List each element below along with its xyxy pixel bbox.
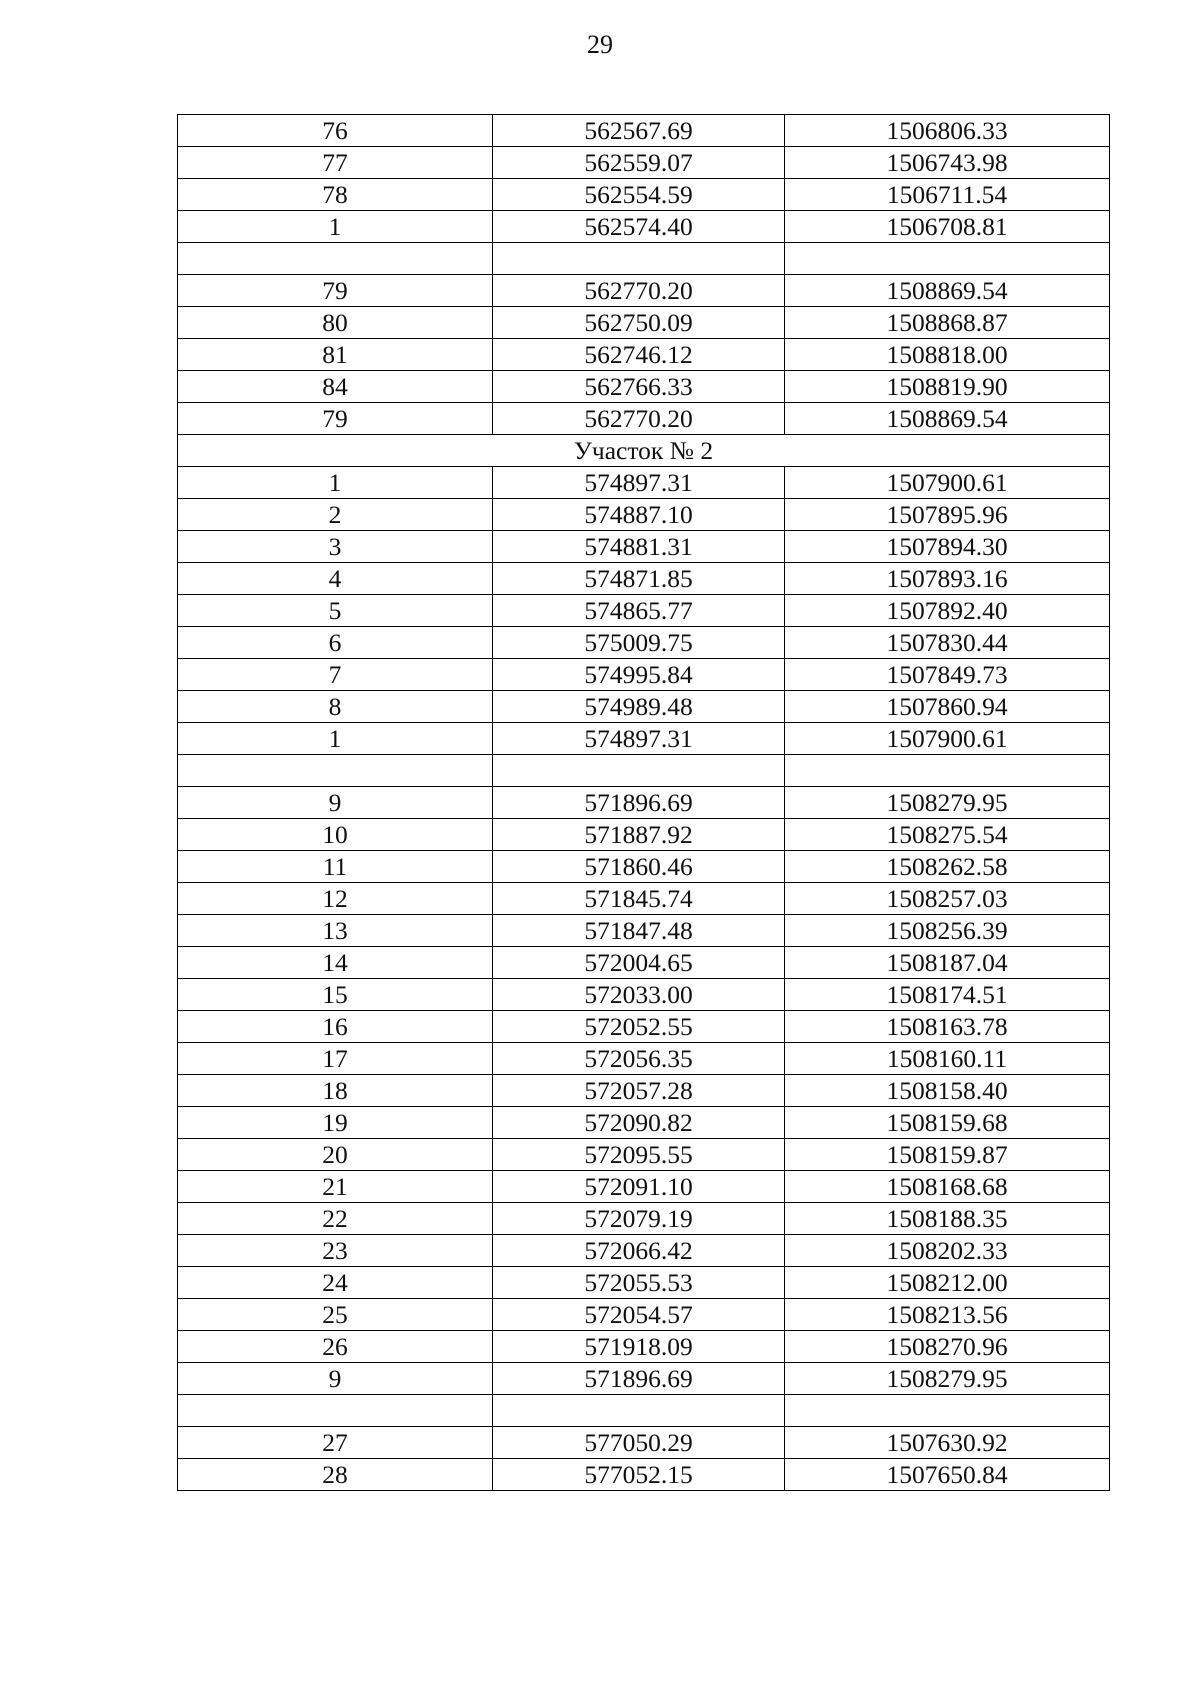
x-coordinate-cell: 571845.74 — [493, 883, 785, 915]
blank-separator-row — [178, 243, 1110, 275]
point-number-cell: 14 — [178, 947, 493, 979]
point-number-cell: 76 — [178, 115, 493, 147]
table-row — [178, 1203, 1110, 1235]
point-number-cell: 6 — [178, 627, 493, 659]
y-coordinate-cell — [785, 1395, 1110, 1427]
point-number-cell: 16 — [178, 1011, 493, 1043]
x-coordinate-cell: 572056.35 — [493, 1043, 785, 1075]
point-number-cell: 79 — [178, 403, 493, 435]
x-coordinate-cell: 562567.69 — [493, 115, 785, 147]
y-coordinate-cell: 1508819.90 — [785, 371, 1110, 403]
y-coordinate-cell: 1506711.54 — [785, 179, 1110, 211]
y-coordinate-cell: 1508160.11 — [785, 1043, 1110, 1075]
table-row — [178, 1331, 1110, 1363]
table-row — [178, 1459, 1110, 1491]
point-number-cell: 26 — [178, 1331, 493, 1363]
table-row — [178, 627, 1110, 659]
y-coordinate-cell: 1508275.54 — [785, 819, 1110, 851]
table-row — [178, 147, 1110, 179]
point-number-cell: 7 — [178, 659, 493, 691]
table-row — [178, 1107, 1110, 1139]
x-coordinate-cell: 562554.59 — [493, 179, 785, 211]
y-coordinate-cell — [785, 755, 1110, 787]
x-coordinate-cell: 577052.15 — [493, 1459, 785, 1491]
x-coordinate-cell: 562559.07 — [493, 147, 785, 179]
table-row — [178, 819, 1110, 851]
y-coordinate-cell: 1508262.58 — [785, 851, 1110, 883]
x-coordinate-cell: 572079.19 — [493, 1203, 785, 1235]
table-row — [178, 1171, 1110, 1203]
y-coordinate-cell: 1508279.95 — [785, 1363, 1110, 1395]
x-coordinate-cell: 572091.10 — [493, 1171, 785, 1203]
x-coordinate-cell: 562750.09 — [493, 307, 785, 339]
y-coordinate-cell: 1508279.95 — [785, 787, 1110, 819]
point-number-cell: 24 — [178, 1267, 493, 1299]
point-number-cell: 27 — [178, 1427, 493, 1459]
point-number-cell: 2 — [178, 499, 493, 531]
y-coordinate-cell: 1508270.96 — [785, 1331, 1110, 1363]
y-coordinate-cell: 1508213.56 — [785, 1299, 1110, 1331]
point-number-cell — [178, 243, 493, 275]
y-coordinate-cell: 1508818.00 — [785, 339, 1110, 371]
point-number-cell: 25 — [178, 1299, 493, 1331]
x-coordinate-cell: 572054.57 — [493, 1299, 785, 1331]
y-coordinate-cell: 1508202.33 — [785, 1235, 1110, 1267]
point-number-cell: 79 — [178, 275, 493, 307]
y-coordinate-cell: 1508212.00 — [785, 1267, 1110, 1299]
x-coordinate-cell: 574887.10 — [493, 499, 785, 531]
x-coordinate-cell: 572057.28 — [493, 1075, 785, 1107]
y-coordinate-cell: 1507860.94 — [785, 691, 1110, 723]
table-row — [178, 1075, 1110, 1107]
y-coordinate-cell: 1507830.44 — [785, 627, 1110, 659]
y-coordinate-cell: 1508174.51 — [785, 979, 1110, 1011]
y-coordinate-cell: 1506806.33 — [785, 115, 1110, 147]
table-row — [178, 1299, 1110, 1331]
point-number-cell: 17 — [178, 1043, 493, 1075]
y-coordinate-cell: 1507630.92 — [785, 1427, 1110, 1459]
x-coordinate-cell: 574897.31 — [493, 723, 785, 755]
x-coordinate-cell: 571896.69 — [493, 787, 785, 819]
table-row — [178, 531, 1110, 563]
point-number-cell: 23 — [178, 1235, 493, 1267]
coordinates-table — [177, 114, 1110, 1491]
table-row — [178, 275, 1110, 307]
table-row — [178, 371, 1110, 403]
point-number-cell: 80 — [178, 307, 493, 339]
y-coordinate-cell: 1508257.03 — [785, 883, 1110, 915]
table-row — [178, 851, 1110, 883]
x-coordinate-cell — [493, 755, 785, 787]
table-row — [178, 339, 1110, 371]
x-coordinate-cell: 572055.53 — [493, 1267, 785, 1299]
y-coordinate-cell: 1506708.81 — [785, 211, 1110, 243]
x-coordinate-cell: 574989.48 — [493, 691, 785, 723]
y-coordinate-cell: 1508159.68 — [785, 1107, 1110, 1139]
x-coordinate-cell: 572090.82 — [493, 1107, 785, 1139]
coordinates-table-body — [178, 115, 1110, 1491]
point-number-cell: 8 — [178, 691, 493, 723]
table-row — [178, 723, 1110, 755]
table-row — [178, 1363, 1110, 1395]
y-coordinate-cell: 1508256.39 — [785, 915, 1110, 947]
x-coordinate-cell: 571860.46 — [493, 851, 785, 883]
x-coordinate-cell: 572095.55 — [493, 1139, 785, 1171]
x-coordinate-cell: 574865.77 — [493, 595, 785, 627]
y-coordinate-cell: 1507895.96 — [785, 499, 1110, 531]
x-coordinate-cell: 562766.33 — [493, 371, 785, 403]
point-number-cell: 81 — [178, 339, 493, 371]
point-number-cell: 22 — [178, 1203, 493, 1235]
table-row — [178, 1043, 1110, 1075]
table-row — [178, 307, 1110, 339]
point-number-cell: 84 — [178, 371, 493, 403]
blank-separator-row — [178, 1395, 1110, 1427]
y-coordinate-cell — [785, 243, 1110, 275]
x-coordinate-cell: 571847.48 — [493, 915, 785, 947]
point-number-cell: 1 — [178, 211, 493, 243]
x-coordinate-cell: 572033.00 — [493, 979, 785, 1011]
x-coordinate-cell: 572052.55 — [493, 1011, 785, 1043]
x-coordinate-cell — [493, 243, 785, 275]
table-row — [178, 979, 1110, 1011]
x-coordinate-cell: 574881.31 — [493, 531, 785, 563]
point-number-cell: 20 — [178, 1139, 493, 1171]
x-coordinate-cell: 574871.85 — [493, 563, 785, 595]
table-row — [178, 1235, 1110, 1267]
table-row — [178, 467, 1110, 499]
y-coordinate-cell: 1508168.68 — [785, 1171, 1110, 1203]
table-row — [178, 595, 1110, 627]
y-coordinate-cell: 1507650.84 — [785, 1459, 1110, 1491]
table-row — [178, 563, 1110, 595]
point-number-cell: 13 — [178, 915, 493, 947]
y-coordinate-cell: 1508187.04 — [785, 947, 1110, 979]
y-coordinate-cell: 1508158.40 — [785, 1075, 1110, 1107]
point-number-cell: 11 — [178, 851, 493, 883]
y-coordinate-cell: 1508188.35 — [785, 1203, 1110, 1235]
point-number-cell: 5 — [178, 595, 493, 627]
blank-separator-row — [178, 755, 1110, 787]
point-number-cell: 15 — [178, 979, 493, 1011]
table-row — [178, 403, 1110, 435]
point-number-cell: 19 — [178, 1107, 493, 1139]
y-coordinate-cell: 1507900.61 — [785, 723, 1110, 755]
x-coordinate-cell: 562770.20 — [493, 275, 785, 307]
x-coordinate-cell: 575009.75 — [493, 627, 785, 659]
y-coordinate-cell: 1507849.73 — [785, 659, 1110, 691]
point-number-cell: 21 — [178, 1171, 493, 1203]
x-coordinate-cell: 562574.40 — [493, 211, 785, 243]
table-row — [178, 1139, 1110, 1171]
table-row — [178, 883, 1110, 915]
page-number: 29 — [587, 30, 613, 59]
table-row — [178, 179, 1110, 211]
y-coordinate-cell: 1508159.87 — [785, 1139, 1110, 1171]
table-row — [178, 1011, 1110, 1043]
point-number-cell: 1 — [178, 467, 493, 499]
point-number-cell: 18 — [178, 1075, 493, 1107]
section-header-row — [178, 435, 1110, 467]
x-coordinate-cell: 574995.84 — [493, 659, 785, 691]
x-coordinate-cell: 562746.12 — [493, 339, 785, 371]
x-coordinate-cell: 571896.69 — [493, 1363, 785, 1395]
x-coordinate-cell — [493, 1395, 785, 1427]
y-coordinate-cell: 1507892.40 — [785, 595, 1110, 627]
table-row — [178, 499, 1110, 531]
y-coordinate-cell: 1508868.87 — [785, 307, 1110, 339]
y-coordinate-cell: 1507893.16 — [785, 563, 1110, 595]
x-coordinate-cell: 574897.31 — [493, 467, 785, 499]
point-number-cell: 12 — [178, 883, 493, 915]
point-number-cell — [178, 755, 493, 787]
point-number-cell: 78 — [178, 179, 493, 211]
table-row — [178, 1267, 1110, 1299]
x-coordinate-cell: 572004.65 — [493, 947, 785, 979]
y-coordinate-cell: 1506743.98 — [785, 147, 1110, 179]
y-coordinate-cell: 1507894.30 — [785, 531, 1110, 563]
y-coordinate-cell: 1508869.54 — [785, 403, 1110, 435]
table-row — [178, 947, 1110, 979]
point-number-cell: 9 — [178, 787, 493, 819]
point-number-cell: 28 — [178, 1459, 493, 1491]
point-number-cell: 3 — [178, 531, 493, 563]
x-coordinate-cell: 571918.09 — [493, 1331, 785, 1363]
table-row — [178, 1427, 1110, 1459]
x-coordinate-cell: 571887.92 — [493, 819, 785, 851]
section-title: Участок № 2 — [178, 435, 1110, 467]
table-row — [178, 659, 1110, 691]
point-number-cell: 10 — [178, 819, 493, 851]
table-row — [178, 787, 1110, 819]
point-number-cell: 1 — [178, 723, 493, 755]
table-row — [178, 211, 1110, 243]
table-row — [178, 915, 1110, 947]
point-number-cell: 77 — [178, 147, 493, 179]
y-coordinate-cell: 1507900.61 — [785, 467, 1110, 499]
point-number-cell: 4 — [178, 563, 493, 595]
y-coordinate-cell: 1508163.78 — [785, 1011, 1110, 1043]
x-coordinate-cell: 562770.20 — [493, 403, 785, 435]
table-row — [178, 115, 1110, 147]
x-coordinate-cell: 577050.29 — [493, 1427, 785, 1459]
point-number-cell — [178, 1395, 493, 1427]
point-number-cell: 9 — [178, 1363, 493, 1395]
y-coordinate-cell: 1508869.54 — [785, 275, 1110, 307]
table-row — [178, 691, 1110, 723]
x-coordinate-cell: 572066.42 — [493, 1235, 785, 1267]
